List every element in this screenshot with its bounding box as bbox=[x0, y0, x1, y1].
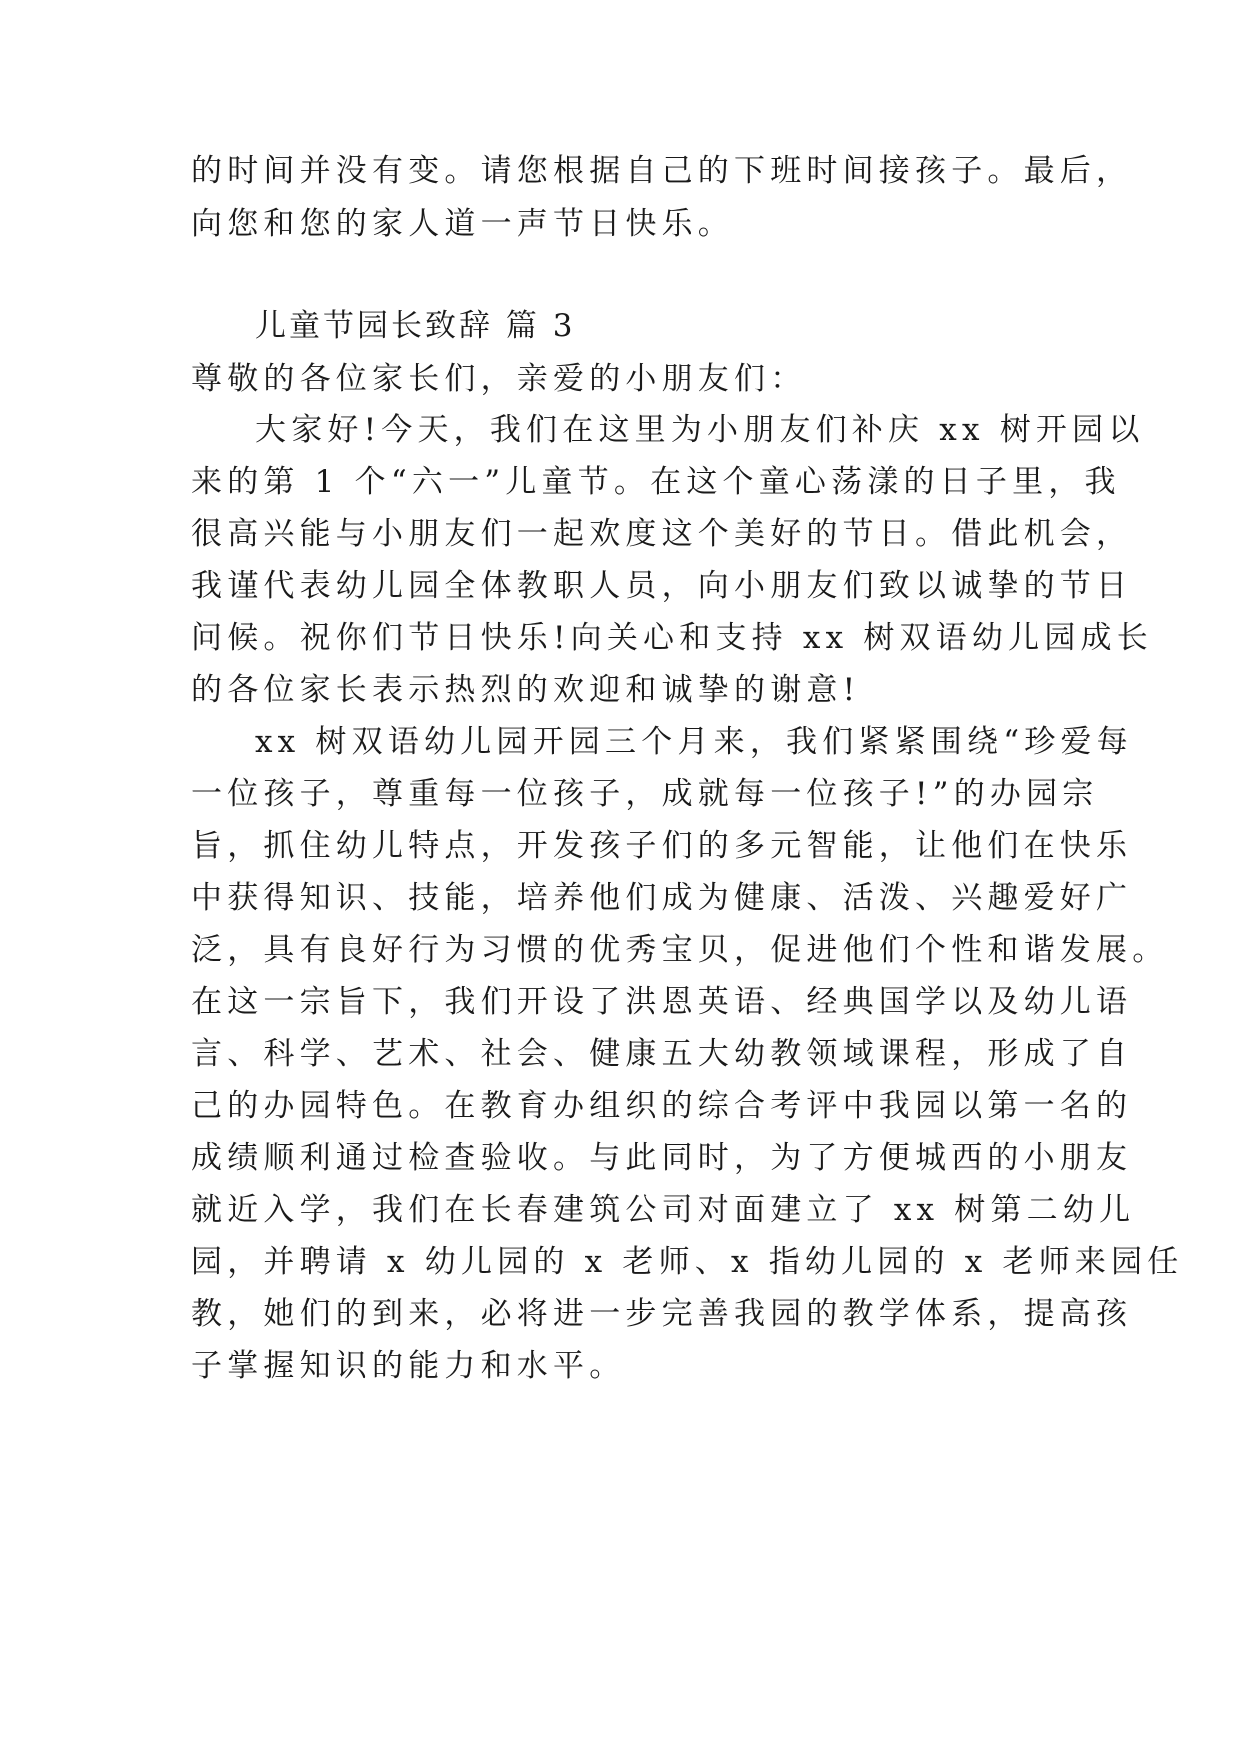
paragraph-line: 来的第 1 个“六一”儿童节。在这个童心荡漾的日子里，我 bbox=[191, 464, 1121, 500]
paragraph-line: 的时间并没有变。请您根据自己的下班时间接孩子。最后， bbox=[191, 153, 1133, 189]
paragraph-line: 成绩顺利通过检查验收。与此同时，为了方便城西的小朋友 bbox=[191, 1140, 1133, 1176]
paragraph-line: 向您和您的家人道一声节日快乐。 bbox=[191, 206, 734, 242]
paragraph-line: 中获得知识、技能，培养他们成为健康、活泼、兴趣爱好广 bbox=[191, 880, 1133, 916]
paragraph-line: 言、科学、艺术、社会、健康五大幼教领域课程，形成了自 bbox=[191, 1036, 1133, 1072]
paragraph-line: 的各位家长表示热烈的欢迎和诚挚的谢意! bbox=[191, 672, 861, 708]
paragraph-line: 很高兴能与小朋友们一起欢度这个美好的节日。借此机会， bbox=[191, 516, 1133, 552]
paragraph-line: xx 树双语幼儿园开园三个月来，我们紧紧围绕“珍爱每 bbox=[255, 724, 1133, 760]
paragraph-line: 己的办园特色。在教育办组织的综合考评中我园以第一名的 bbox=[191, 1088, 1133, 1124]
paragraph-line: 园，并聘请 x 幼儿园的 x 老师、x 指幼儿园的 x 老师来园任 bbox=[191, 1244, 1184, 1280]
paragraph-line: 我谨代表幼儿园全体教职人员，向小朋友们致以诚挚的节日 bbox=[191, 568, 1133, 604]
paragraph-line: 大家好!今天，我们在这里为小朋友们补庆 xx 树开园以 bbox=[255, 412, 1145, 448]
salutation: 尊敬的各位家长们，亲爱的小朋友们： bbox=[191, 361, 807, 397]
paragraph-line: 在这一宗旨下，我们开设了洪恩英语、经典国学以及幼儿语 bbox=[191, 984, 1133, 1020]
section-heading: 儿童节园长致辞 篇 3 bbox=[255, 308, 576, 344]
paragraph-line: 问候。祝你们节日快乐!向关心和支持 xx 树双语幼儿园成长 bbox=[191, 620, 1153, 656]
paragraph-line: 旨，抓住幼儿特点，开发孩子们的多元智能，让他们在快乐 bbox=[191, 828, 1133, 864]
paragraph-line: 一位孩子，尊重每一位孩子，成就每一位孩子!”的办园宗 bbox=[191, 776, 1099, 812]
paragraph-line: 子掌握知识的能力和水平。 bbox=[191, 1348, 626, 1384]
paragraph-line: 泛，具有良好行为习惯的优秀宝贝，促进他们个性和谐发展。 bbox=[191, 932, 1169, 968]
paragraph-line: 教，她们的到来，必将进一步完善我园的教学体系，提高孩 bbox=[191, 1296, 1133, 1332]
paragraph-line: 就近入学，我们在长春建筑公司对面建立了 xx 树第二幼儿 bbox=[191, 1192, 1136, 1228]
